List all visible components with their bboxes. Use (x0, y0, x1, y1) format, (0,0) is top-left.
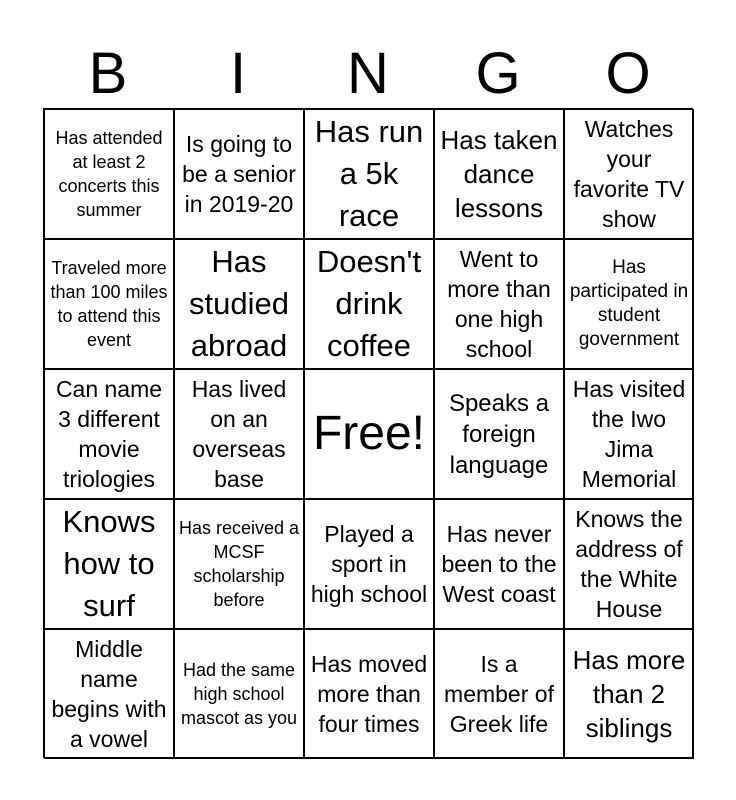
bingo-cell[interactable] (304, 499, 434, 629)
cell-text: Has never been to the West coast (441, 521, 557, 607)
bingo-cell[interactable] (174, 239, 304, 369)
bingo-cell[interactable] (304, 629, 434, 759)
cell-text: Has more than 2 siblings (572, 645, 686, 743)
bingo-cell[interactable] (174, 109, 304, 239)
cell-text: Traveled more than 100 miles to attend this event (50, 258, 168, 350)
bingo-cell[interactable] (434, 369, 564, 499)
bingo-cell[interactable] (44, 239, 174, 369)
bingo-cell[interactable] (174, 499, 304, 629)
bingo-cell[interactable] (44, 499, 174, 629)
header-letter-b: B (88, 41, 128, 106)
cell-text: Has participated in student government (569, 257, 689, 350)
bingo-cell[interactable] (44, 629, 174, 759)
header-letter-o: O (605, 41, 651, 106)
cell-text: Knows the address of the White House (575, 506, 683, 622)
cell-text: Has received a MCSF scholarship before (178, 518, 300, 610)
cell-text: Has run a 5k race (314, 114, 424, 233)
cell-text: Went to more than one high school (447, 246, 551, 362)
cell-text: Has moved more than four times (310, 651, 428, 737)
cell-text: Is going to be a senior in 2019-20 (182, 131, 296, 217)
cell-text: Played a sport in high school (310, 521, 428, 607)
cell-text: Can name 3 different movie triologies (55, 376, 163, 492)
bingo-cell[interactable] (434, 239, 564, 369)
cell-text: Has attended at least 2 concerts this summer (55, 128, 163, 220)
cell-text: Watches your favorite TV show (573, 116, 685, 232)
cell-text: Has studied abroad (189, 244, 289, 363)
bingo-board (43, 108, 693, 758)
bingo-cell[interactable] (564, 499, 694, 629)
bingo-cell[interactable] (564, 629, 694, 759)
bingo-cell[interactable] (44, 369, 174, 499)
cell-text: Speaks a foreign language (448, 389, 550, 479)
bingo-cell[interactable] (44, 109, 174, 239)
cell-text: Has lived on an overseas base (191, 376, 287, 492)
bingo-header (43, 40, 693, 108)
free-space-text: Free! (312, 407, 426, 460)
cell-text: Doesn't drink coffee (316, 244, 422, 363)
header-letter-i: I (229, 41, 247, 106)
header-letter-g: G (475, 41, 521, 106)
cell-text: Middle name begins with a vowel (51, 636, 167, 752)
bingo-cell[interactable] (434, 109, 564, 239)
bingo-cell[interactable] (304, 109, 434, 239)
cell-text: Is a member of Greek life (444, 651, 554, 737)
bingo-cell[interactable] (174, 369, 304, 499)
bingo-cell[interactable] (564, 109, 694, 239)
bingo-cell[interactable] (304, 239, 434, 369)
bingo-cell[interactable] (434, 629, 564, 759)
cell-text: Had the same high school mascot as you (180, 660, 298, 728)
bingo-cell[interactable] (174, 629, 304, 759)
cell-text: Knows how to surf (62, 504, 156, 623)
header-letter-n: N (347, 41, 389, 106)
bingo-cell[interactable] (564, 369, 694, 499)
cell-text: Has taken dance lessons (440, 125, 558, 223)
free-space-cell[interactable] (304, 369, 434, 499)
bingo-cell[interactable] (434, 499, 564, 629)
bingo-cell[interactable] (564, 239, 694, 369)
cell-text: Has visited the Iwo Jima Memorial (572, 376, 686, 492)
